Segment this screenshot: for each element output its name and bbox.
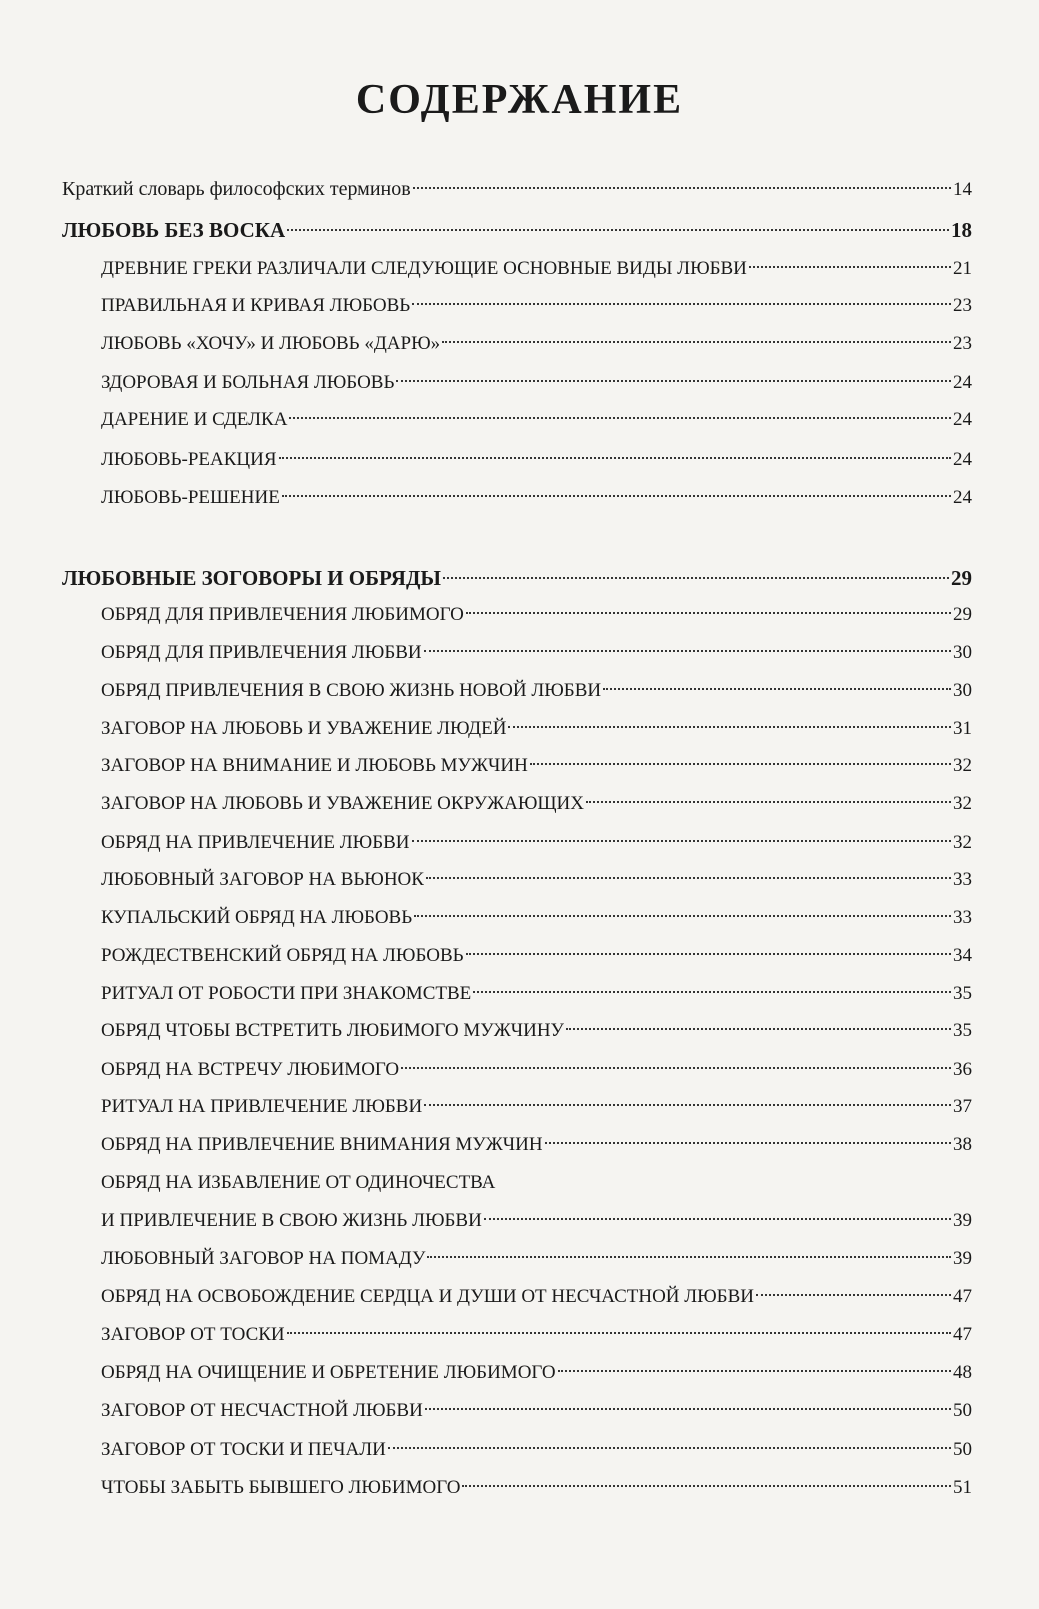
toc-entry-page-number: 36 xyxy=(953,1059,972,1080)
toc-leader-dots xyxy=(558,1370,951,1372)
toc-leader-dots xyxy=(462,1485,951,1487)
toc-leader-dots xyxy=(425,1408,951,1410)
toc-leader-dots xyxy=(388,1447,951,1449)
toc-entry xyxy=(101,1283,972,1311)
toc-entry xyxy=(101,1207,972,1235)
toc-entry-title: РОЖДЕСТВЕНСКИЙ ОБРЯД НА ЛЮБОВЬ xyxy=(101,945,464,966)
toc-entry-title: ЛЮБОВНЫЙ ЗАГОВОР НА ВЬЮНОК xyxy=(101,869,424,890)
toc-entry-page-number: 29 xyxy=(953,604,972,625)
toc-entry xyxy=(101,369,972,397)
toc-entry-page-number: 14 xyxy=(953,179,972,200)
toc-entry-page-number: 47 xyxy=(953,1286,972,1307)
toc-entry-title: ЛЮБОВЬ-РЕАКЦИЯ xyxy=(101,449,277,470)
toc-entry-page-number: 21 xyxy=(953,258,972,279)
toc-entry-title: ОБРЯД НА ПРИВЛЕЧЕНИЕ ЛЮБВИ xyxy=(101,832,410,853)
toc-entry xyxy=(101,752,972,780)
toc-entry-page-number: 24 xyxy=(953,449,972,470)
toc-entry xyxy=(101,980,972,1008)
toc-entry xyxy=(101,1359,972,1387)
toc-entry-page-number: 32 xyxy=(953,832,972,853)
toc-entry-page-number: 33 xyxy=(953,907,972,928)
toc-entry xyxy=(101,601,972,629)
toc-entry-title: ЛЮБОВНЫЕ ЗОГОВОРЫ И ОБРЯДЫ xyxy=(62,566,442,590)
toc-leader-dots xyxy=(603,688,951,690)
toc-entry-title: ЗАГОВОР ОТ ТОСКИ xyxy=(101,1324,285,1345)
toc-leader-dots xyxy=(289,417,951,419)
toc-entry-title: И ПРИВЛЕЧЕНИЕ В СВОЮ ЖИЗНЬ ЛЮБВИ xyxy=(101,1210,482,1231)
toc-entry xyxy=(101,446,972,474)
toc-leader-dots xyxy=(586,801,951,803)
toc-entry xyxy=(62,216,972,244)
toc-entry-title: РИТУАЛ ОТ РОБОСТИ ПРИ ЗНАКОМСТВЕ xyxy=(101,983,472,1004)
toc-entry-title: ОБРЯД ЧТОБЫ ВСТРЕТИТЬ ЛЮБИМОГО МУЖЧИНУ xyxy=(101,1020,565,1041)
toc-entry-title: ОБРЯД ДЛЯ ПРИВЛЕЧЕНИЯ ЛЮБВИ xyxy=(101,642,422,663)
toc-entry xyxy=(62,564,972,592)
toc-leader-dots xyxy=(401,1067,951,1069)
toc-entry-title: ЗАГОВОР НА ЛЮБОВЬ И УВАЖЕНИЕ ЛЮДЕЙ xyxy=(101,718,507,739)
toc-entry xyxy=(101,1169,972,1197)
toc-leader-dots xyxy=(442,341,951,343)
toc-entry-page-number: 51 xyxy=(953,1477,972,1498)
toc-entry xyxy=(101,790,972,818)
toc-entry-page-number: 48 xyxy=(953,1362,972,1383)
toc-leader-dots xyxy=(396,380,951,382)
toc-entry-page-number: 30 xyxy=(953,680,972,701)
toc-entry xyxy=(101,1321,972,1349)
toc-entry xyxy=(101,1093,972,1121)
toc-entry-title: ОБРЯД ДЛЯ ПРИВЛЕЧЕНИЯ ЛЮБИМОГО xyxy=(101,604,464,625)
toc-entry-title: ЧТОБЫ ЗАБЫТЬ БЫВШЕГО ЛЮБИМОГО xyxy=(101,1477,461,1498)
toc-entry-page-number: 31 xyxy=(953,718,972,739)
toc-entry-title: ЛЮБОВНЫЙ ЗАГОВОР НА ПОМАДУ xyxy=(101,1248,426,1269)
toc-entry-title: КУПАЛЬСКИЙ ОБРЯД НА ЛЮБОВЬ xyxy=(101,907,413,928)
toc-leader-dots xyxy=(424,1104,951,1106)
toc-entry xyxy=(101,1131,972,1159)
toc-entry xyxy=(101,406,972,434)
toc-entry-title: ДРЕВНИЕ ГРЕКИ РАЗЛИЧАЛИ СЛЕДУЮЩИЕ ОСНОВНЫЕ ВИДЫ ЛЮБВИ xyxy=(101,258,747,279)
toc-entry-page-number: 29 xyxy=(951,566,972,590)
toc-entry-page-number: 38 xyxy=(953,1134,972,1155)
toc-entry-page-number: 24 xyxy=(953,409,972,430)
toc-entry-page-number: 32 xyxy=(953,755,972,776)
toc-entry-page-number: 32 xyxy=(953,793,972,814)
toc-entry xyxy=(101,866,972,894)
toc-entry-page-number: 24 xyxy=(953,372,972,393)
toc-entry xyxy=(101,829,972,857)
toc-entry-title: ЛЮБОВЬ-РЕШЕНИЕ xyxy=(101,487,280,508)
toc-leader-dots xyxy=(412,840,952,842)
toc-entry-page-number: 33 xyxy=(953,869,972,890)
toc-entry xyxy=(101,715,972,743)
toc-entry-title: ОБРЯД НА ПРИВЛЕЧЕНИЕ ВНИМАНИЯ МУЖЧИН xyxy=(101,1134,543,1155)
toc-leader-dots xyxy=(545,1142,951,1144)
toc-leader-dots xyxy=(473,991,951,993)
toc-entry xyxy=(101,484,972,512)
toc-leader-dots xyxy=(530,763,951,765)
toc-leader-dots xyxy=(414,915,951,917)
toc-entry-page-number: 24 xyxy=(953,487,972,508)
toc-entry xyxy=(62,175,972,203)
toc-entry-title: ЗАГОВОР НА ВНИМАНИЕ И ЛЮБОВЬ МУЖЧИН xyxy=(101,755,528,776)
toc-entry xyxy=(101,255,972,283)
toc-leader-dots xyxy=(466,612,951,614)
toc-leader-dots xyxy=(466,953,951,955)
toc-entry-title: ОБРЯД НА ОЧИЩЕНИЕ И ОБРЕТЕНИЕ ЛЮБИМОГО xyxy=(101,1362,556,1383)
toc-entry xyxy=(101,1397,972,1425)
toc-leader-dots xyxy=(279,457,951,459)
toc-leader-dots xyxy=(412,303,951,305)
toc-entry-page-number: 39 xyxy=(953,1248,972,1269)
toc-entry-title: ЛЮБОВЬ «ХОЧУ» И ЛЮБОВЬ «ДАРЮ» xyxy=(101,333,441,354)
toc-leader-dots xyxy=(484,1218,951,1220)
toc-entry-page-number: 47 xyxy=(953,1324,972,1345)
toc-leader-dots xyxy=(427,1256,951,1258)
toc-entry-title: ЗАГОВОР ОТ НЕСЧАСТНОЙ ЛЮБВИ xyxy=(101,1400,423,1421)
toc-entry-page-number: 39 xyxy=(953,1210,972,1231)
toc-leader-dots xyxy=(749,266,951,268)
toc-entry-title: Краткий словарь философских терминов xyxy=(62,178,411,200)
toc-leader-dots xyxy=(566,1028,951,1030)
toc-entry-page-number: 23 xyxy=(953,295,972,316)
toc-entry-page-number: 23 xyxy=(953,333,972,354)
toc-entry xyxy=(101,330,972,358)
toc-entry xyxy=(101,1436,972,1464)
toc-entry-page-number: 37 xyxy=(953,1096,972,1117)
toc-entry-page-number: 35 xyxy=(953,1020,972,1041)
toc-entry xyxy=(101,942,972,970)
toc-leader-dots xyxy=(443,577,949,579)
toc-leader-dots xyxy=(426,877,951,879)
toc-leader-dots xyxy=(413,187,951,189)
toc-leader-dots xyxy=(756,1294,951,1296)
toc-entry-title: ОБРЯД НА ОСВОБОЖДЕНИЕ СЕРДЦА И ДУШИ ОТ НЕСЧАСТНОЙ ЛЮБВИ xyxy=(101,1286,754,1307)
toc-leader-dots xyxy=(508,726,951,728)
toc-leader-dots xyxy=(287,1332,951,1334)
toc-leader-dots xyxy=(424,650,951,652)
toc-entry-title: ЗДОРОВАЯ И БОЛЬНАЯ ЛЮБОВЬ xyxy=(101,372,395,393)
toc-entry-title: ЗАГОВОР ОТ ТОСКИ И ПЕЧАЛИ xyxy=(101,1439,386,1460)
toc-entry-page-number: 50 xyxy=(953,1400,972,1421)
toc-entry xyxy=(101,677,972,705)
toc-leader-dots xyxy=(287,229,949,231)
toc-entry-page-number: 18 xyxy=(951,218,972,242)
page-title: СОДЕРЖАНИЕ xyxy=(355,77,684,123)
toc-entry-page-number: 30 xyxy=(953,642,972,663)
toc-entry-title: РИТУАЛ НА ПРИВЛЕЧЕНИЕ ЛЮБВИ xyxy=(101,1096,423,1117)
toc-entry xyxy=(101,639,972,667)
toc-entry xyxy=(101,1245,972,1273)
toc-entry xyxy=(101,1474,972,1502)
toc-entry-title: ЛЮБОВЬ БЕЗ ВОСКА xyxy=(62,218,286,242)
toc-entry xyxy=(101,292,972,320)
toc-entry-title: ЗАГОВОР НА ЛЮБОВЬ И УВАЖЕНИЕ ОКРУЖАЮЩИХ xyxy=(101,793,584,814)
toc-entry-page-number: 35 xyxy=(953,983,972,1004)
toc-entry-title: ОБРЯД НА ВСТРЕЧУ ЛЮБИМОГО xyxy=(101,1059,400,1080)
toc-entry-page-number: 50 xyxy=(953,1439,972,1460)
toc-entry-title: ОБРЯД ПРИВЛЕЧЕНИЯ В СВОЮ ЖИЗНЬ НОВОЙ ЛЮБВИ xyxy=(101,680,602,701)
toc-entry xyxy=(101,904,972,932)
toc-entry xyxy=(101,1017,972,1045)
toc-entry-title: ОБРЯД НА ИЗБАВЛЕНИЕ ОТ ОДИНОЧЕСТВА xyxy=(101,1172,496,1193)
toc-entry-title: ПРАВИЛЬНАЯ И КРИВАЯ ЛЮБОВЬ xyxy=(101,295,411,316)
toc-leader-dots xyxy=(282,495,951,497)
toc-entry xyxy=(101,1056,972,1084)
toc-entry-page-number: 34 xyxy=(953,945,972,966)
toc-entry-title: ДАРЕНИЕ И СДЕЛКА xyxy=(101,409,288,430)
